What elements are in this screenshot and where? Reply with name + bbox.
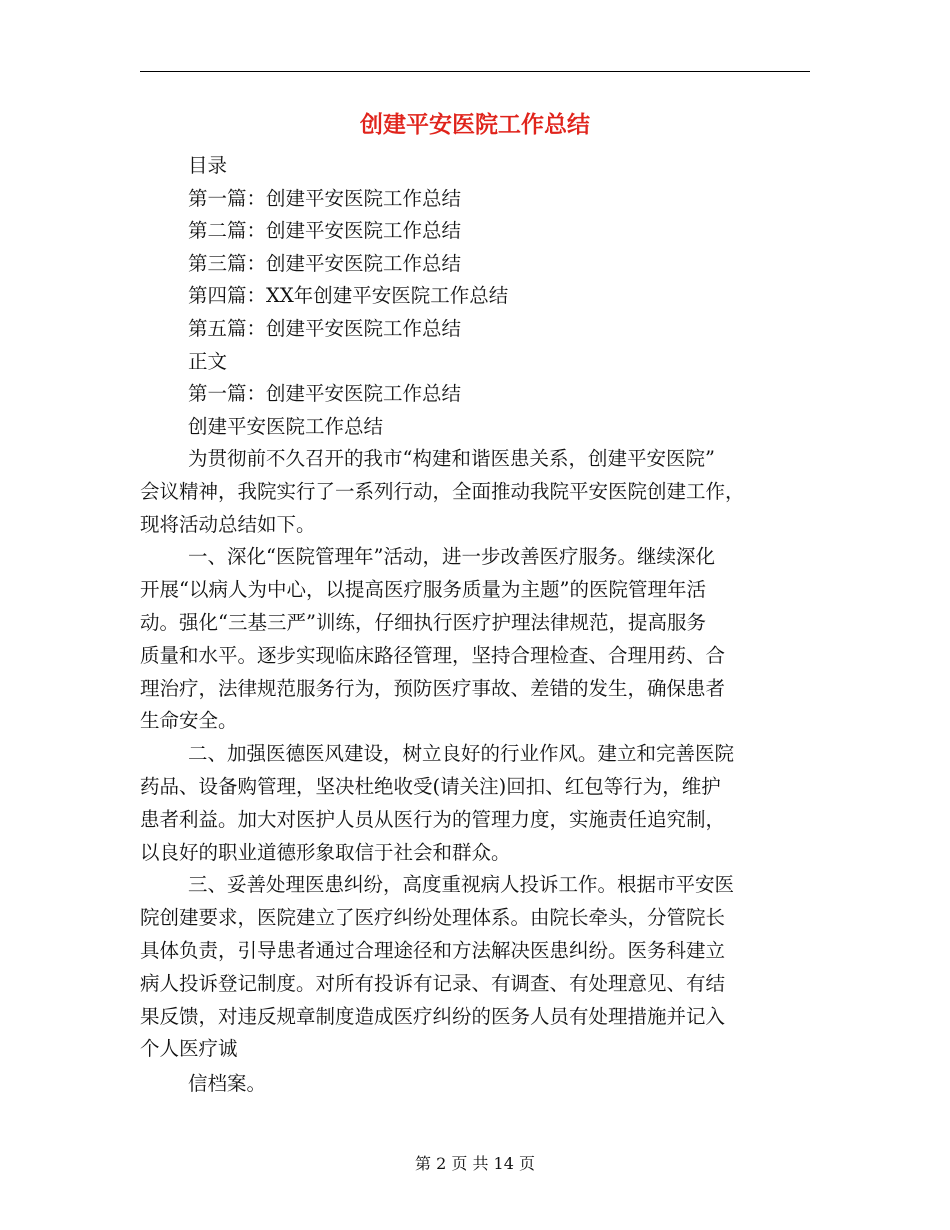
text-line: 药品、设备购管理，坚决杜绝收受(请关注)回扣、红包等行为，维护 (140, 774, 721, 798)
paragraph-section-2 (140, 738, 810, 869)
paragraph-section-1 (140, 541, 810, 738)
text-line: 信档案。 (188, 1072, 267, 1096)
toc-item: 第二篇：创建平安医院工作总结 (188, 219, 462, 243)
section-heading: 第一篇：创建平安医院工作总结 (188, 382, 462, 406)
text-line: 会议精神，我院实行了一系列行动，全面推动我院平安医院创建工作， (140, 479, 745, 503)
text-line: 患者利益。加大对医护人员从医行为的管理力度，实施责任追究制， (140, 807, 726, 831)
text-line: 质量和水平。逐步实现临床路径管理，坚持合理检查、合理用药、合 (140, 643, 726, 667)
text-line: 为贯彻前不久召开的我市“构建和谐医患关系，创建平安医院” (188, 447, 715, 470)
section-title: 创建平安医院工作总结 (188, 414, 384, 438)
paragraph-section-3 (140, 869, 810, 1066)
toc-item: 第三篇：创建平安医院工作总结 (188, 251, 462, 275)
text-line: 具体负责，引导患者通过合理途径和方法解决医患纠纷。医务科建立 (140, 938, 726, 962)
text-line: 三、妥善处理医患纠纷，高度重视病人投诉工作。根据市平安医 (188, 873, 735, 897)
toc-heading: 目录 (188, 154, 228, 177)
text-line: 二、加强医德医风建设，树立良好的行业作风。建立和完善医院 (188, 742, 735, 766)
paragraph-intro (140, 443, 810, 541)
document-body (140, 443, 810, 1101)
text-line: 现将活动总结如下。 (140, 512, 316, 536)
text-line: 动。强化“三基三严”训练，仔细执行医疗护理法律规范，提高服务 (140, 610, 706, 634)
text-line: 开展“以病人为中心，以提高医疗服务质量为主题”的医院管理年活 (140, 578, 706, 602)
text-line: 个人医疗诚 (140, 1037, 238, 1061)
text-line: 院创建要求，医院建立了医疗纠纷处理体系。由院长牵头，分管院长 (140, 906, 726, 930)
text-line: 一、深化“医院管理年”活动，进一步改善医疗服务。继续深化 (188, 545, 715, 569)
text-line: 生命安全。 (140, 709, 238, 733)
table-of-contents (188, 150, 810, 443)
page-footer: 第 2 页 共 14 页 (415, 1154, 535, 1173)
text-line: 理治疗，法律规范服务行为，预防医疗事故、差错的发生，确保患者 (140, 676, 726, 700)
header-rule (140, 71, 810, 72)
body-heading: 正文 (188, 349, 228, 373)
toc-item: 第四篇：XX年创建平安医院工作总结 (188, 284, 509, 308)
toc-item: 第一篇：创建平安医院工作总结 (188, 186, 462, 210)
text-line: 以良好的职业道德形象取信于社会和群众。 (140, 840, 511, 864)
paragraph-continuation (140, 1068, 810, 1101)
toc-item: 第五篇：创建平安医院工作总结 (188, 316, 462, 340)
document-title: 创建平安医院工作总结 (360, 111, 590, 138)
text-line: 病人投诉登记制度。对所有投诉有记录、有调查、有处理意见、有结 (140, 971, 726, 995)
text-line: 果反馈，对违反规章制度造成医疗纠纷的医务人员有处理措施并记入 (140, 1004, 726, 1028)
